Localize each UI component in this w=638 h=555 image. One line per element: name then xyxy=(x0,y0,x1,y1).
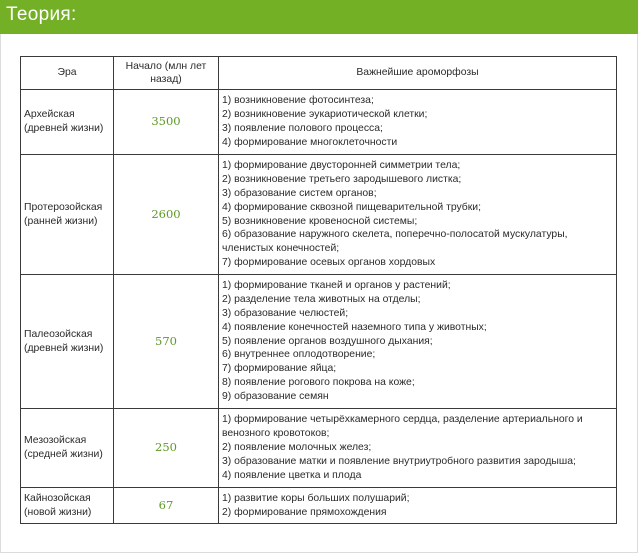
list-item: 9) образование семян xyxy=(222,391,329,403)
header-bar xyxy=(0,0,638,34)
list-item: 3) появление полового процесса; xyxy=(222,123,383,134)
list-item: 3) образование систем органов; xyxy=(222,187,377,199)
list-item: 6) образование наружного скелета, поперечно-полосатой мускулатуры, членистых конечностей; xyxy=(222,229,568,255)
list-item: 1) формирование двусторонней симметрии тела; xyxy=(222,159,461,171)
table-row xyxy=(21,275,617,409)
aromorphoses-list xyxy=(219,90,617,155)
list-item: 1) формирование четырёхкамерного сердца, разделение артериального и венозного кровотоков; xyxy=(222,414,583,440)
era-start: 570 xyxy=(114,275,219,409)
aromorphoses-list xyxy=(219,275,617,409)
era-name: Палеозойская (древней жизни) xyxy=(21,275,114,409)
era-start: 250 xyxy=(114,409,219,488)
column-header-aromorphoses: Важнейшие ароморфозы xyxy=(219,57,617,90)
column-header-era: Эра xyxy=(21,57,114,90)
list-item: 5) возникновение кровеносной системы; xyxy=(222,215,418,227)
list-item: 1) возникновение фотосинтеза; xyxy=(222,95,374,107)
table-row xyxy=(21,90,617,155)
list-item: 4) появление цветка и плода xyxy=(222,469,362,481)
list-item: 8) появление рогового покрова на коже; xyxy=(222,377,415,389)
aromorphoses-list xyxy=(219,155,617,275)
era-name: Протерозойская (ранней жизни) xyxy=(21,155,114,275)
era-name: Кайнозойская (новой жизни) xyxy=(21,488,114,524)
table-row xyxy=(21,488,617,524)
list-item: 2) возникновение третьего зародышевого листка; xyxy=(222,173,462,185)
table-row xyxy=(21,409,617,488)
aromorphoses-list xyxy=(219,488,617,524)
table-header-row xyxy=(21,57,617,90)
list-item: 7) формирование яйца; xyxy=(222,363,337,375)
era-name: Архейская (древней жизни) xyxy=(21,90,114,155)
list-item: 1) формирование тканей и органов у растений; xyxy=(222,279,451,291)
era-name: Мезозойская (средней жизни) xyxy=(21,409,114,488)
list-item: 5) появление органов воздушного дыхания; xyxy=(222,335,433,347)
page-title: Теория: xyxy=(6,4,77,25)
list-item: 6) внутреннее оплодотворение; xyxy=(222,349,376,361)
list-item: 2) формирование прямохождения xyxy=(222,506,387,518)
table-row xyxy=(21,155,617,275)
era-start: 2600 xyxy=(114,155,219,275)
eras-table xyxy=(20,56,617,524)
era-start: 3500 xyxy=(114,90,219,155)
era-start: 67 xyxy=(114,488,219,524)
list-item: 4) появление конечностей наземного типа у животных; xyxy=(222,321,487,333)
list-item: 2) появление молочных желез; xyxy=(222,442,372,454)
aromorphoses-list xyxy=(219,409,617,488)
column-header-start: Начало (млн лет назад) xyxy=(114,57,219,90)
list-item: 1) развитие коры больших полушарий; xyxy=(222,492,410,504)
list-item: 3) образование матки и появление внутриутробного развития зародыша; xyxy=(222,455,576,467)
list-item: 7) формирование осевых органов хордовых xyxy=(222,257,436,269)
list-item: 3) образование челюстей; xyxy=(222,307,349,319)
list-item: 2) возникновение эукариотической клетки; xyxy=(222,109,428,121)
list-item: 4) формирование многоклеточности xyxy=(222,136,398,148)
list-item: 4) формирование сквозной пищеварительной трубки; xyxy=(222,201,481,213)
list-item: 2) разделение тела животных на отделы; xyxy=(222,293,421,305)
